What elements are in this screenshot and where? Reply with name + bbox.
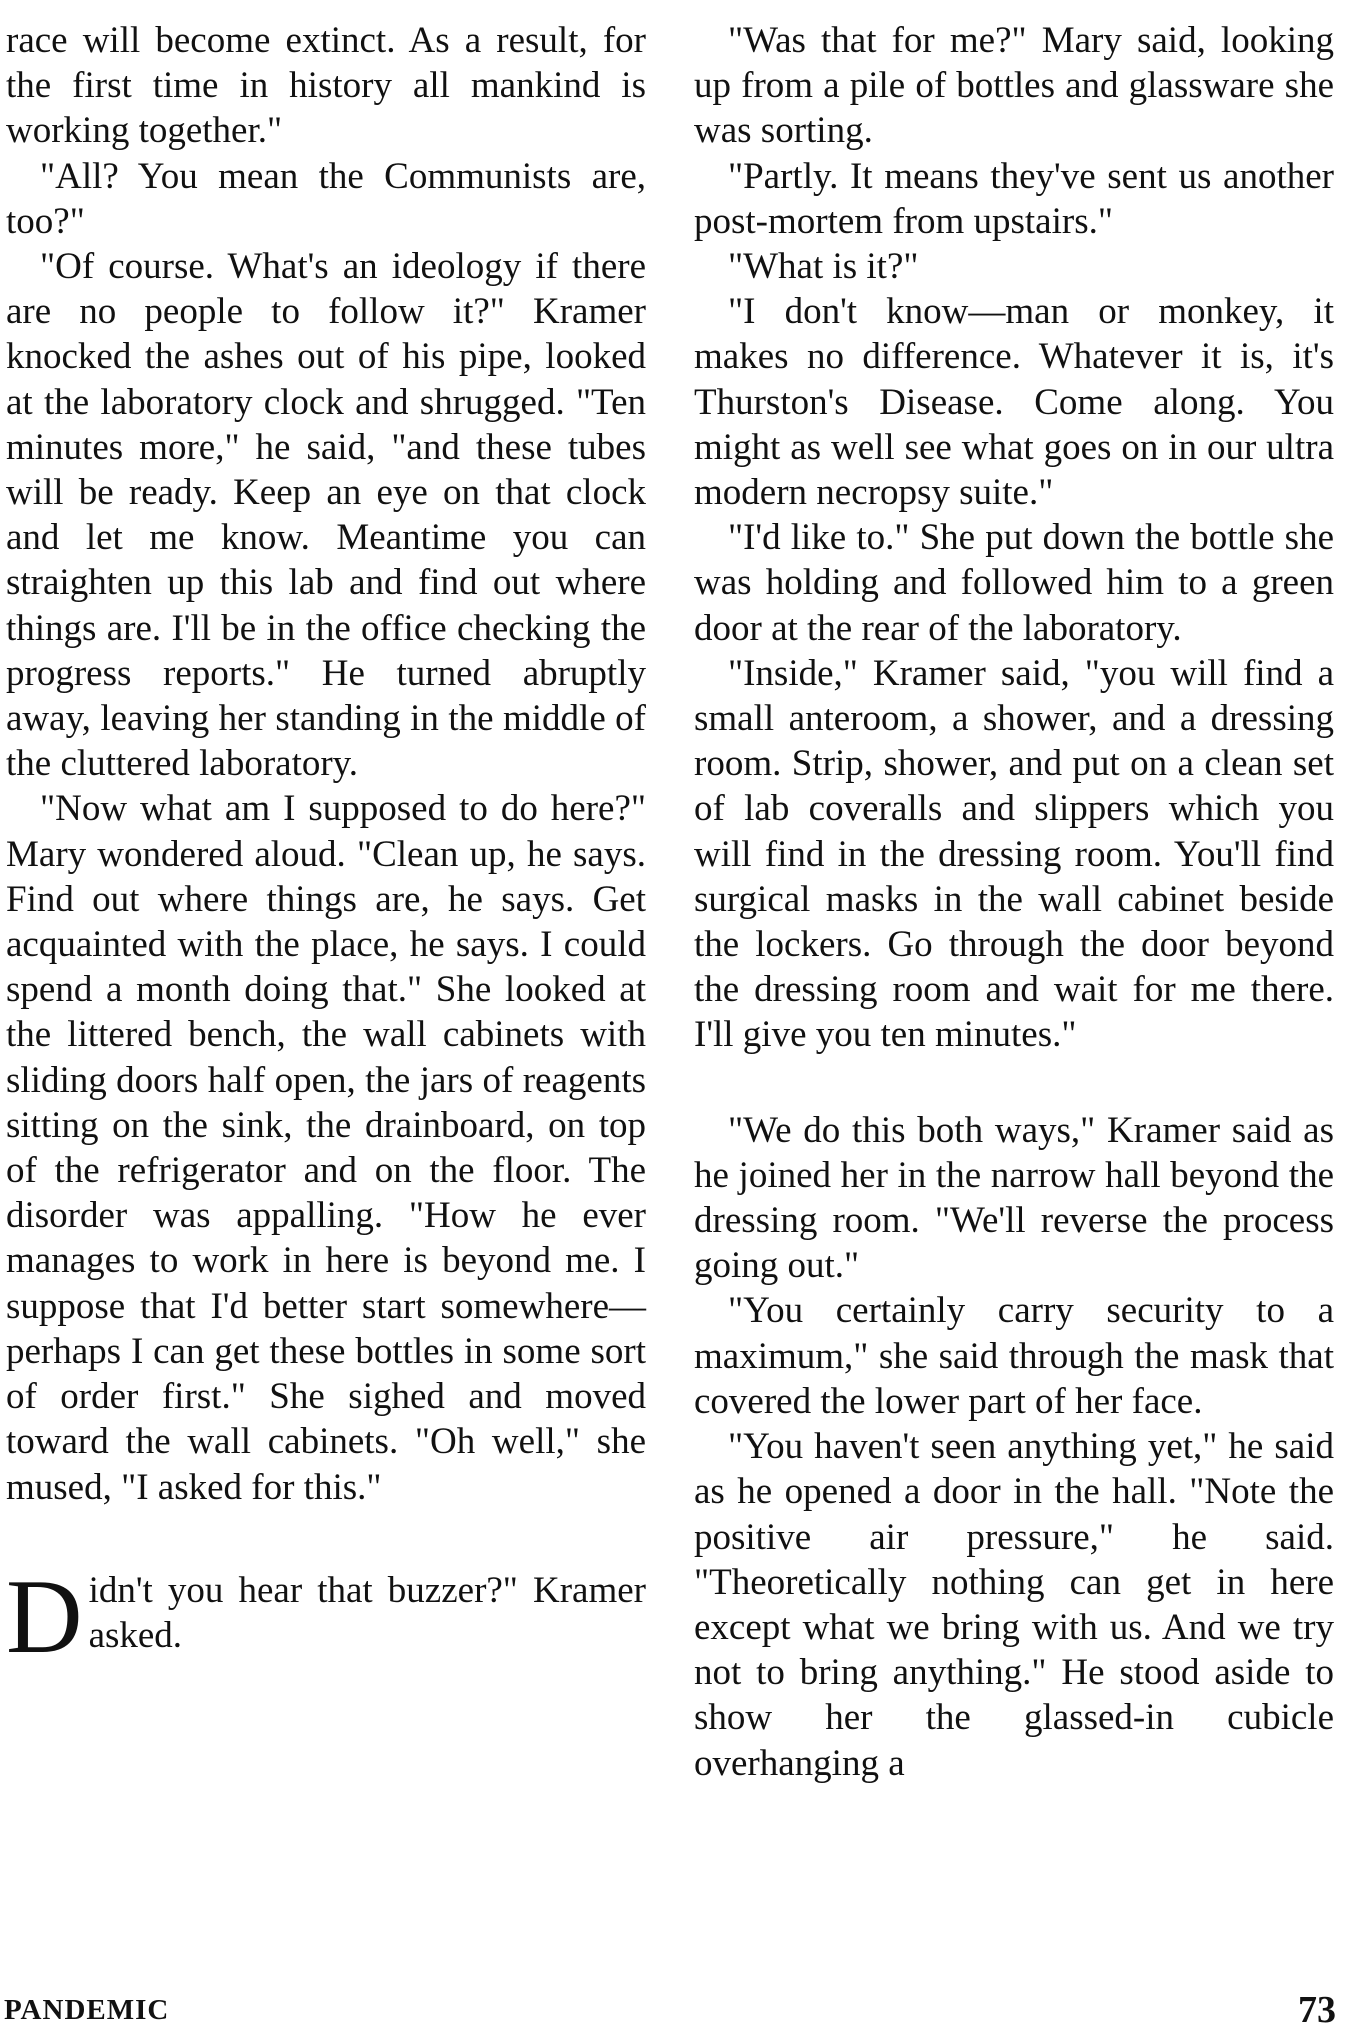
left-column xyxy=(6,18,646,1675)
paragraph: "We do this both ways," Kramer said as he joined her in the narrow hall beyond the dressing room. "We'll reverse the process going out." xyxy=(694,1109,1334,1287)
page-footer xyxy=(0,1989,1354,2034)
paragraph-with-dropcap xyxy=(6,1557,646,1675)
paragraph: "You certainly carry security to a maximum," she said through the mask that covered the lower part of her face. xyxy=(694,1290,1334,1422)
paragraph: "Of course. What's an ideology if there are no people to follow it?" Kramer knocked the ashes out of his pipe, looked at the laboratory clock and shrugged. "Ten minutes more," he said, "and these tubes will be ready. Keep an eye on that clock and let me know. Meantime you can straighten up this lab and find out where things are. I'll be in the office checking the progress reports." He turned abruptly away, leaving her standing in the middle of the cluttered laboratory. xyxy=(6,246,646,785)
paragraph: "What is it?" xyxy=(728,246,919,288)
section-break xyxy=(6,1510,646,1568)
paragraph: "Was that for me?" Mary said, looking up from a pile of bottles and glassware she was sorting. xyxy=(694,20,1334,152)
paragraph: "Now what am I supposed to do here?" Mary wondered aloud. "Clean up, he says. Find out where things are, he says. Get acquainted with the place, he says. I could spend a month doing that." She looked at the littered bench, the wall cabinets with sliding doors half open, the jars of reagents sitting on the sink, the drainboard, on top of the refrigerator and on the floor. The disorder was appalling. "How he ever manages to work in here is beyond me. I suppose that I'd better start somewhere—perhaps I can get these bottles in some sort of order first." She sighed and moved toward the wall cabinets. "Oh well," she mused, "I asked for this." xyxy=(6,788,646,1508)
paragraph-text: idn't you hear that buzzer?" Kramer asked. xyxy=(88,1569,646,1656)
right-column xyxy=(694,18,1334,1786)
page-number: 73 xyxy=(1298,1989,1336,2031)
paragraph: race will become extinct. As a result, for the first time in history all mankind is working together." xyxy=(6,20,646,152)
paragraph: "All? You mean the Communists are, too?" xyxy=(6,155,646,242)
drop-cap: D xyxy=(6,1557,83,1675)
paragraph: "Partly. It means they've sent us another post-mortem from upstairs." xyxy=(694,155,1334,242)
paragraph: "I don't know—man or monkey, it makes no difference. Whatever it is, it's Thurston's Disease. Come along. You might as well see what goes on in our ultra modern necropsy suite." xyxy=(694,291,1334,514)
paragraph: "I'd like to." She put down the bottle she was holding and followed him to a green door at the rear of the laboratory. xyxy=(694,517,1334,649)
paragraph: "You haven't seen anything yet," he said as he opened a door in the hall. "Note the positive air pressure," he said. "Theoretically nothing can get in here except what we bring with us. And we try not to bring anything." He stood aside to show her the glassed-in cubicle overhanging a xyxy=(694,1426,1334,1784)
section-break xyxy=(694,1058,1334,1108)
running-title: PANDEMIC xyxy=(4,1994,170,2026)
paragraph: "Inside," Kramer said, "you will find a small anteroom, a shower, and a dressing room. Strip, shower, and put on a clean set of lab coveralls and slippers which you will find in the dressing room. You'll find surgical masks in the wall cabinet beside the lockers. Go through the door beyond the dressing room and wait for me there. I'll give you ten minutes." xyxy=(694,652,1334,1056)
